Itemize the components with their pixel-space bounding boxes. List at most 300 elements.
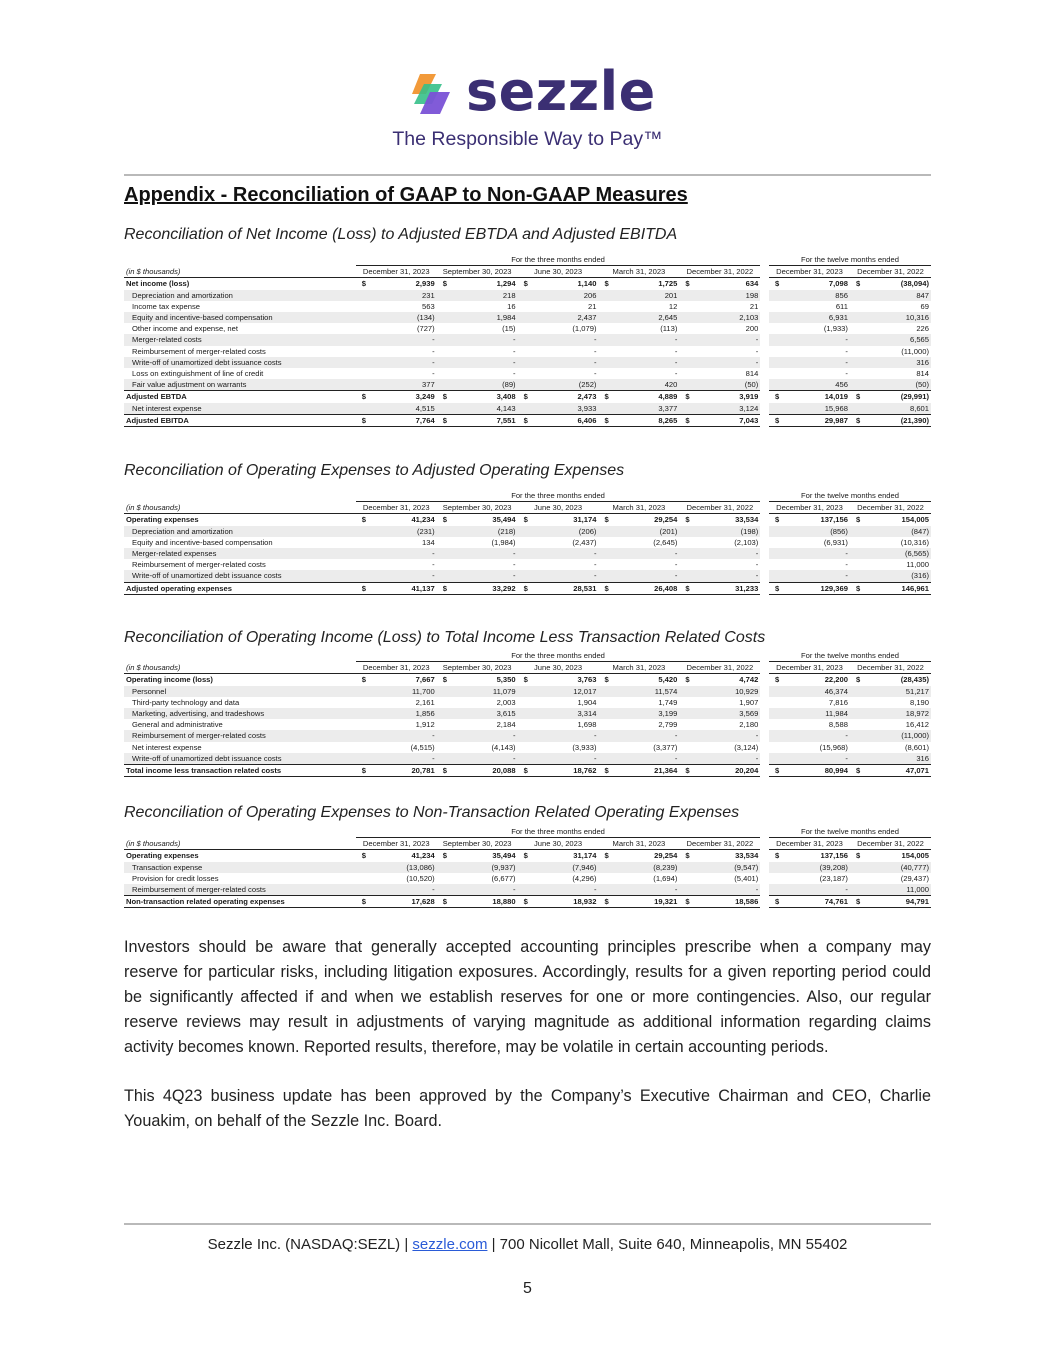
table-cell: 20,204 bbox=[690, 765, 760, 777]
table-cell: 29,254 bbox=[654, 515, 678, 525]
column-header: September 30, 2023 bbox=[437, 502, 518, 514]
currency-symbol bbox=[598, 719, 609, 730]
currency-symbol bbox=[598, 334, 609, 345]
currency-symbol bbox=[679, 312, 690, 323]
table-cell: 31,233 bbox=[690, 582, 760, 594]
currency-symbol bbox=[598, 730, 609, 741]
currency-symbol bbox=[356, 742, 367, 753]
footer-address: | 700 Nicollet Mall, Suite 640, Minneapolis, MN 55402 bbox=[487, 1236, 848, 1253]
table-cell: - bbox=[690, 357, 760, 368]
table-row bbox=[124, 884, 931, 896]
currency-symbol bbox=[437, 697, 448, 708]
table-cell: 94,791 bbox=[861, 896, 931, 908]
currency-symbol: $ bbox=[598, 414, 609, 426]
table-cell: 41,234 bbox=[411, 851, 435, 861]
table-cell: (1,694) bbox=[653, 873, 678, 883]
table-row bbox=[124, 414, 931, 426]
currency-symbol bbox=[518, 559, 529, 570]
table-cell: - bbox=[367, 334, 437, 345]
table-cell: - bbox=[367, 753, 437, 765]
currency-symbol bbox=[679, 346, 690, 357]
row-label: Operating expenses bbox=[126, 851, 199, 861]
table-cell: 1,698 bbox=[577, 720, 597, 730]
table-cell: - bbox=[432, 346, 435, 356]
table-cell: 563 bbox=[422, 301, 435, 311]
currency-symbol bbox=[598, 301, 609, 312]
currency-symbol bbox=[769, 730, 780, 741]
currency-symbol bbox=[518, 537, 529, 548]
currency-symbol: $ bbox=[518, 414, 529, 426]
table-cell: 4,742 bbox=[739, 675, 759, 685]
group-three-months: For the three months ended bbox=[356, 254, 761, 266]
currency-symbol bbox=[356, 697, 367, 708]
currency-symbol: $ bbox=[356, 414, 367, 426]
table-row bbox=[124, 548, 931, 559]
currency-symbol bbox=[598, 753, 609, 765]
currency-symbol bbox=[356, 368, 367, 379]
table-cell: 74,761 bbox=[780, 896, 850, 908]
currency-symbol bbox=[769, 697, 780, 708]
table-cell: - bbox=[513, 369, 516, 379]
table-row bbox=[124, 391, 931, 403]
currency-symbol bbox=[850, 379, 861, 391]
currency-symbol: $ bbox=[775, 851, 780, 861]
currency-symbol bbox=[598, 323, 609, 334]
table-cell: - bbox=[609, 548, 679, 559]
section-subtitle: Reconciliation of Net Income (Loss) to Adjusted EBTDA and Adjusted EBITDA bbox=[124, 226, 678, 243]
table-cell: 1,984 bbox=[448, 312, 518, 323]
group-twelve-months: For the twelve months ended bbox=[769, 490, 931, 502]
group-twelve-months: For the twelve months ended bbox=[769, 254, 931, 266]
table-cell: 7,667 bbox=[415, 675, 435, 685]
currency-symbol: $ bbox=[769, 391, 780, 403]
table-cell: 1,907 bbox=[739, 697, 759, 707]
table-cell: 814 bbox=[916, 369, 929, 379]
table-cell: 611 bbox=[835, 301, 848, 311]
column-header: September 30, 2023 bbox=[437, 266, 518, 278]
header-logo bbox=[0, 62, 1055, 162]
currency-symbol bbox=[437, 570, 448, 582]
currency-symbol bbox=[437, 719, 448, 730]
currency-symbol bbox=[850, 312, 861, 323]
table-cell: 6,931 bbox=[780, 312, 850, 323]
currency-symbol bbox=[598, 357, 609, 368]
currency-symbol: $ bbox=[855, 515, 861, 525]
column-header: March 31, 2023 bbox=[598, 266, 679, 278]
table-cell: 18,880 bbox=[448, 896, 518, 908]
row-label: Loss on extinguishment of line of credit bbox=[132, 369, 264, 379]
column-header: December 31, 2022 bbox=[679, 838, 760, 850]
currency-symbol bbox=[437, 526, 448, 537]
table-cell: 5,420 bbox=[658, 675, 678, 685]
column-header: December 31, 2022 bbox=[679, 662, 760, 674]
currency-symbol bbox=[356, 537, 367, 548]
table-cell: - bbox=[367, 548, 437, 559]
table-cell: 137,156 bbox=[820, 515, 848, 525]
section-subtitle: Reconciliation of Operating Expenses to Non-Transaction Related Operating Expenses bbox=[124, 804, 740, 821]
row-label: Equity and incentive-based compensation bbox=[132, 537, 273, 547]
table-cell: - bbox=[609, 753, 679, 765]
currency-symbol bbox=[679, 742, 690, 753]
currency-symbol: $ bbox=[523, 515, 528, 525]
currency-symbol bbox=[850, 686, 861, 697]
paragraph-disclaimer: Investors should be aware that generally accepted accounting principles prescribe when a company may reserve for particular risks, including litigation exposures. Accordingly, results for a given reporting period could be significantly affected if and when we establish reserves for one or more contingencies. Also, our regular reserve reviews may result in adjustments of varying magnitude as additional information regarding claims activity becomes known. Reported results, therefore, may be volatile in certain accounting periods. bbox=[124, 938, 931, 1056]
currency-symbol bbox=[679, 884, 690, 896]
row-label: Reimbursement of merger-related costs bbox=[132, 560, 266, 570]
table-cell: - bbox=[674, 369, 678, 379]
column-header: March 31, 2023 bbox=[598, 662, 679, 674]
currency-symbol: $ bbox=[437, 896, 448, 908]
table-cell: 8,601 bbox=[861, 403, 931, 415]
table-cell: 11,000 bbox=[861, 884, 931, 896]
currency-symbol bbox=[769, 742, 780, 753]
table-row bbox=[124, 686, 931, 697]
period-group-row bbox=[124, 490, 931, 502]
table-cell: 51,217 bbox=[861, 686, 931, 697]
group-three-months: For the three months ended bbox=[356, 650, 761, 662]
table-cell: - bbox=[690, 753, 760, 765]
currency-symbol bbox=[356, 403, 367, 415]
table-cell: (3,933) bbox=[572, 742, 597, 752]
table-cell: 2,180 bbox=[739, 720, 759, 730]
table-cell: - bbox=[513, 346, 516, 356]
currency-symbol bbox=[850, 537, 861, 548]
currency-symbol: $ bbox=[604, 279, 609, 289]
table-cell: 10,929 bbox=[690, 686, 760, 697]
table-cell: 2,161 bbox=[415, 697, 435, 707]
column-header: June 30, 2023 bbox=[518, 266, 599, 278]
table-row bbox=[124, 570, 931, 582]
currency-symbol bbox=[679, 526, 690, 537]
currency-symbol bbox=[356, 570, 367, 582]
currency-symbol bbox=[679, 368, 690, 379]
row-label: Adjusted EBITDA bbox=[124, 414, 356, 426]
table-cell: - bbox=[367, 357, 437, 368]
table-cell: 2,184 bbox=[496, 720, 516, 730]
row-label: Provision for credit losses bbox=[132, 873, 219, 883]
column-header: December 31, 2022 bbox=[850, 502, 931, 514]
currency-symbol: $ bbox=[769, 896, 780, 908]
row-label: Net income (loss) bbox=[126, 279, 190, 289]
currency-symbol bbox=[437, 301, 448, 312]
table-cell: 3,249 bbox=[367, 391, 437, 403]
section-subtitle: Reconciliation of Operating Income (Loss) to Total Income Less Transaction Related Costs bbox=[124, 629, 766, 646]
currency-symbol bbox=[598, 346, 609, 357]
currency-symbol: $ bbox=[518, 582, 529, 594]
table-cell: 18,762 bbox=[529, 765, 599, 777]
period-group-row bbox=[124, 254, 931, 266]
currency-symbol bbox=[679, 548, 690, 559]
table-cell: (231) bbox=[367, 526, 437, 537]
currency-symbol bbox=[598, 290, 609, 301]
section-subtitle: Reconciliation of Operating Expenses to Adjusted Operating Expenses bbox=[124, 462, 625, 479]
table-cell: 218 bbox=[448, 290, 518, 301]
table-row bbox=[124, 514, 931, 526]
currency-symbol bbox=[437, 753, 448, 765]
table-cell: 2,939 bbox=[415, 279, 435, 289]
table-cell: 1,140 bbox=[577, 279, 597, 289]
currency-symbol bbox=[598, 697, 609, 708]
table-cell: 10,316 bbox=[861, 312, 931, 323]
table-row bbox=[124, 896, 931, 908]
currency-symbol bbox=[437, 346, 448, 357]
column-header: December 31, 2022 bbox=[850, 266, 931, 278]
table-cell: - bbox=[593, 346, 597, 356]
table-cell: 129,369 bbox=[780, 582, 850, 594]
currency-symbol bbox=[518, 697, 529, 708]
table-cell: (8,601) bbox=[904, 742, 929, 752]
row-label: Personnel bbox=[124, 686, 356, 697]
table-cell: 20,781 bbox=[367, 765, 437, 777]
currency-symbol: $ bbox=[685, 675, 690, 685]
table-cell: - bbox=[529, 753, 599, 765]
table-row bbox=[124, 674, 931, 686]
table-cell: - bbox=[845, 346, 848, 356]
column-header: December 31, 2023 bbox=[769, 266, 850, 278]
currency-symbol bbox=[850, 697, 861, 708]
footer-divider bbox=[124, 1223, 931, 1225]
table-cell: (3,124) bbox=[734, 742, 759, 752]
currency-symbol bbox=[679, 403, 690, 415]
currency-symbol bbox=[598, 570, 609, 582]
table-cell: - bbox=[609, 884, 679, 896]
currency-symbol bbox=[356, 312, 367, 323]
currency-symbol: $ bbox=[604, 675, 609, 685]
currency-symbol bbox=[518, 686, 529, 697]
table-cell: (134) bbox=[367, 312, 437, 323]
currency-symbol: $ bbox=[685, 851, 690, 861]
table-cell: 41,137 bbox=[367, 582, 437, 594]
table-cell: - bbox=[690, 884, 760, 896]
footer-website-link[interactable]: sezzle.com bbox=[412, 1236, 488, 1253]
row-label: Adjusted EBTDA bbox=[124, 391, 356, 403]
table-cell: 226 bbox=[916, 324, 929, 334]
currency-symbol bbox=[437, 559, 448, 570]
currency-symbol: $ bbox=[685, 279, 690, 289]
table-cell: 3,615 bbox=[448, 708, 518, 719]
currency-symbol bbox=[518, 873, 529, 884]
table-cell: - bbox=[690, 548, 760, 559]
table-cell: 7,816 bbox=[828, 697, 848, 707]
table-cell: 231 bbox=[367, 290, 437, 301]
table-cell: - bbox=[367, 730, 437, 741]
currency-symbol bbox=[518, 884, 529, 896]
row-label: Non-transaction related operating expenses bbox=[124, 896, 356, 908]
currency-symbol: $ bbox=[850, 391, 861, 403]
table-cell: - bbox=[432, 560, 435, 570]
currency-symbol bbox=[679, 708, 690, 719]
currency-symbol: $ bbox=[769, 414, 780, 426]
currency-symbol bbox=[679, 379, 690, 391]
table-cell: (89) bbox=[448, 379, 518, 391]
table-cell: 198 bbox=[690, 290, 760, 301]
table-cell: 18,972 bbox=[861, 708, 931, 719]
currency-symbol bbox=[679, 301, 690, 312]
table-cell: 4,889 bbox=[609, 391, 679, 403]
table-row bbox=[124, 753, 931, 765]
table-cell: (316) bbox=[861, 570, 931, 582]
currency-symbol: $ bbox=[437, 391, 448, 403]
column-header: September 30, 2023 bbox=[437, 662, 518, 674]
currency-symbol bbox=[598, 368, 609, 379]
currency-symbol: $ bbox=[679, 391, 690, 403]
table-cell: - bbox=[367, 884, 437, 896]
table-cell: 1,912 bbox=[415, 720, 435, 730]
table-cell: (9,547) bbox=[690, 862, 760, 873]
table-cell: 29,254 bbox=[654, 851, 678, 861]
table-cell: (4,515) bbox=[410, 742, 435, 752]
table-cell: (10,316) bbox=[900, 537, 929, 547]
table-row bbox=[124, 582, 931, 594]
table-cell: 19,321 bbox=[609, 896, 679, 908]
table-cell: 33,534 bbox=[735, 851, 759, 861]
group-twelve-months: For the twelve months ended bbox=[769, 826, 931, 838]
column-header: December 31, 2023 bbox=[356, 838, 437, 850]
row-label: Fair value adjustment on warrants bbox=[124, 379, 356, 391]
table-cell: - bbox=[448, 884, 518, 896]
currency-symbol: $ bbox=[769, 582, 780, 594]
table-cell: - bbox=[690, 334, 760, 345]
currency-symbol: $ bbox=[679, 765, 690, 777]
table-cell: (1,933) bbox=[823, 324, 848, 334]
reconciliation-table bbox=[124, 650, 931, 777]
currency-symbol bbox=[598, 686, 609, 697]
table-cell: 154,005 bbox=[901, 851, 929, 861]
row-label: Income tax expense bbox=[132, 301, 200, 311]
sezzle-logo-icon bbox=[406, 68, 458, 120]
row-label: Write-off of unamortized debt issuance costs bbox=[124, 570, 356, 582]
table-cell: 41,234 bbox=[411, 515, 435, 525]
currency-symbol bbox=[850, 708, 861, 719]
currency-symbol bbox=[769, 357, 780, 368]
currency-symbol bbox=[518, 334, 529, 345]
currency-symbol: $ bbox=[442, 851, 447, 861]
table-cell: - bbox=[513, 560, 516, 570]
table-cell: 11,574 bbox=[609, 686, 679, 697]
table-cell: 7,551 bbox=[448, 414, 518, 426]
currency-symbol bbox=[437, 873, 448, 884]
currency-symbol bbox=[518, 742, 529, 753]
column-header: December 31, 2023 bbox=[356, 502, 437, 514]
currency-symbol bbox=[679, 357, 690, 368]
currency-symbol bbox=[356, 290, 367, 301]
currency-symbol bbox=[518, 368, 529, 379]
currency-symbol: $ bbox=[442, 675, 447, 685]
currency-symbol: $ bbox=[437, 582, 448, 594]
table-cell: - bbox=[448, 570, 518, 582]
table-cell: (28,435) bbox=[900, 675, 929, 685]
table-cell: - bbox=[529, 730, 599, 741]
table-cell: 456 bbox=[780, 379, 850, 391]
currency-symbol bbox=[598, 884, 609, 896]
currency-symbol bbox=[850, 334, 861, 345]
currency-symbol bbox=[679, 730, 690, 741]
table-cell: 3,569 bbox=[690, 708, 760, 719]
table-cell: (11,000) bbox=[861, 730, 931, 741]
column-header: December 31, 2023 bbox=[769, 838, 850, 850]
table-cell: 8,588 bbox=[828, 720, 848, 730]
currency-symbol bbox=[518, 312, 529, 323]
table-cell: - bbox=[609, 334, 679, 345]
currency-symbol bbox=[598, 403, 609, 415]
currency-symbol: $ bbox=[850, 414, 861, 426]
table-cell: (1,079) bbox=[572, 324, 597, 334]
table-cell: 3,314 bbox=[529, 708, 599, 719]
table-cell: 18,586 bbox=[690, 896, 760, 908]
period-group-row bbox=[124, 826, 931, 838]
currency-symbol bbox=[356, 548, 367, 559]
currency-symbol: $ bbox=[598, 582, 609, 594]
currency-symbol bbox=[518, 379, 529, 391]
table-cell: (6,677) bbox=[491, 873, 516, 883]
table-cell: (218) bbox=[448, 526, 518, 537]
currency-symbol bbox=[356, 334, 367, 345]
table-cell: (2,645) bbox=[653, 537, 678, 547]
table-cell: (3,377) bbox=[653, 742, 678, 752]
table-cell: 7,043 bbox=[690, 414, 760, 426]
table-cell: 12,017 bbox=[529, 686, 599, 697]
currency-symbol bbox=[679, 719, 690, 730]
table-cell: 1,904 bbox=[577, 697, 597, 707]
currency-symbol: $ bbox=[598, 765, 609, 777]
table-row bbox=[124, 368, 931, 379]
units-label: (in $ thousands) bbox=[124, 662, 356, 674]
currency-symbol bbox=[598, 862, 609, 873]
table-row bbox=[124, 278, 931, 290]
table-row bbox=[124, 559, 931, 570]
currency-symbol bbox=[598, 742, 609, 753]
table-cell: 1,749 bbox=[658, 697, 678, 707]
currency-symbol bbox=[679, 873, 690, 884]
currency-symbol bbox=[518, 290, 529, 301]
currency-symbol bbox=[437, 548, 448, 559]
currency-symbol bbox=[437, 312, 448, 323]
table-cell: 137,156 bbox=[820, 851, 848, 861]
table-cell: 20,088 bbox=[448, 765, 518, 777]
currency-symbol bbox=[356, 379, 367, 391]
table-cell: (252) bbox=[529, 379, 599, 391]
table-cell: 33,534 bbox=[735, 515, 759, 525]
table-cell: (5,401) bbox=[734, 873, 759, 883]
currency-symbol: $ bbox=[679, 582, 690, 594]
currency-symbol bbox=[850, 301, 861, 312]
currency-symbol bbox=[850, 753, 861, 765]
currency-symbol bbox=[356, 323, 367, 334]
currency-symbol: $ bbox=[361, 279, 367, 289]
currency-symbol bbox=[769, 323, 780, 334]
currency-symbol bbox=[850, 884, 861, 896]
table-cell: 35,494 bbox=[492, 515, 516, 525]
column-header: June 30, 2023 bbox=[518, 838, 599, 850]
currency-symbol: $ bbox=[604, 851, 609, 861]
table-cell: (21,390) bbox=[861, 414, 931, 426]
currency-symbol bbox=[850, 357, 861, 368]
currency-symbol bbox=[356, 719, 367, 730]
table-cell: 2,437 bbox=[529, 312, 599, 323]
brand-tagline: The Responsible Way to Pay™ bbox=[392, 128, 663, 150]
column-header: December 31, 2023 bbox=[356, 662, 437, 674]
currency-symbol bbox=[679, 559, 690, 570]
column-header: December 31, 2022 bbox=[679, 266, 760, 278]
currency-symbol bbox=[437, 686, 448, 697]
currency-symbol bbox=[850, 526, 861, 537]
currency-symbol: $ bbox=[775, 279, 780, 289]
table-cell: 4,143 bbox=[448, 403, 518, 415]
table-cell: 17,628 bbox=[367, 896, 437, 908]
table-cell: (50) bbox=[861, 379, 931, 391]
table-cell: (11,000) bbox=[901, 346, 929, 356]
table-cell: 15,968 bbox=[780, 403, 850, 415]
